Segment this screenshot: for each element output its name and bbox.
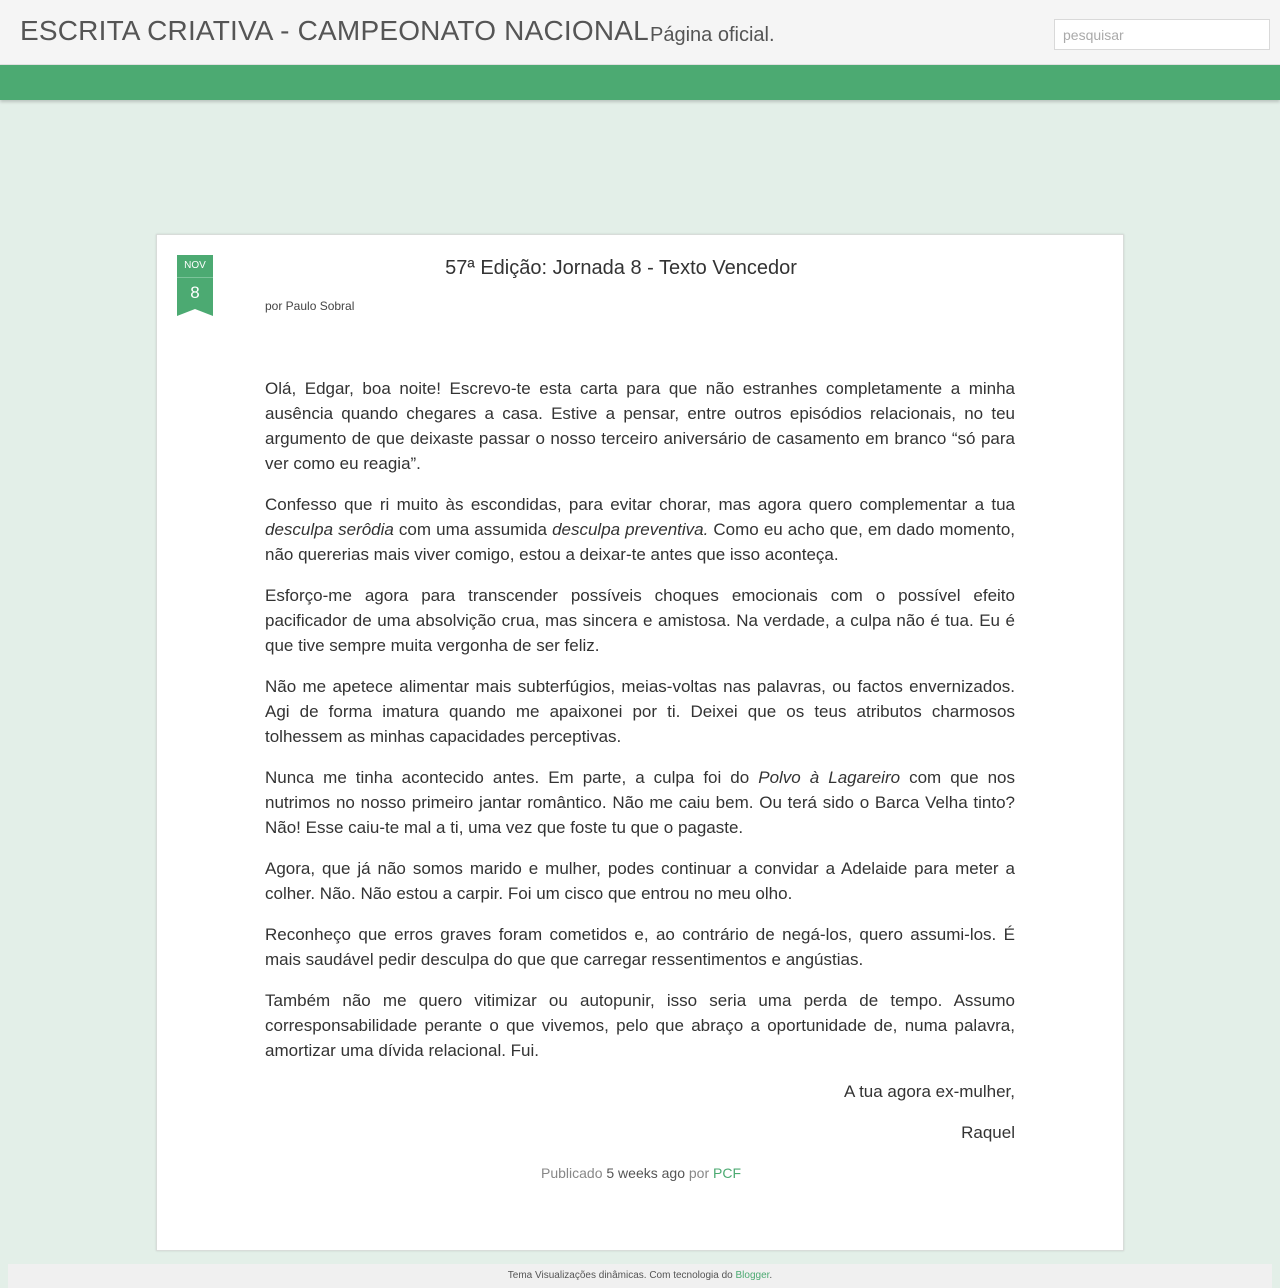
- post-paragraph: [265, 376, 1015, 476]
- post-signature: Raquel: [961, 1123, 1015, 1142]
- post-body: [265, 376, 1015, 1161]
- paragraph-text: Nunca me tinha acontecido antes. Em parte, a culpa foi do: [265, 768, 759, 787]
- paragraph-text: Agora, que já não somos marido e mulher, podes continuar a convidar a Adelaide para meter a colher. Não. Não estou a carpir. Foi um cisco que entrou no meu olho.: [265, 859, 1015, 903]
- paragraph-text: Como eu acho que, em dado momento, não quererias mais viver comigo, estou a deixar-te antes que isso aconteça.: [265, 520, 1015, 564]
- post-author-link[interactable]: PCF: [713, 1165, 741, 1181]
- paragraph-text: Reconheço que erros graves foram cometidos e, ao contrário de negá-los, quero assumi-los. É mais saudável pedir desculpa do que que carregar ressentimentos e angústias.: [265, 925, 1015, 969]
- paragraph-text: com uma assumida: [393, 520, 553, 539]
- paragraph-text: Confesso que ri muito às escondidas, para evitar chorar, mas agora quero complementar a tua: [265, 495, 1015, 514]
- post-title[interactable]: 57ª Edição: Jornada 8 - Texto Vencedor: [445, 257, 797, 279]
- post-paragraph: [265, 922, 1015, 972]
- blogger-link[interactable]: Blogger: [735, 1270, 770, 1281]
- paragraph-text: Também não me quero vitimizar ou autopunir, isso seria uma perda de tempo. Assumo corresponsabilidade perante o que vivemos, pelo que abraço a oportunidade de, numa palavra, amortizar uma dívida relacional. Fui.: [265, 991, 1015, 1060]
- post-paragraph: [265, 583, 1015, 658]
- post-paragraph: [265, 765, 1015, 840]
- theme-attribution: [8, 1264, 1272, 1288]
- italic-phrase: desculpa preventiva.: [552, 520, 709, 539]
- post-paragraph: [265, 856, 1015, 906]
- italic-phrase: Polvo à Lagareiro: [758, 768, 901, 787]
- paragraph-text: Olá, Edgar, boa noite! Escrevo-te esta carta para que não estranhes completamente a minha ausência quando chegares a casa. Estive a pensar, entre outros episódios relacionais, no teu argumento de que deixaste passar o nosso terceiro aniversário de casamento em branco “só para ver como eu reagia”.: [265, 379, 1015, 473]
- header-accent-bar: [0, 65, 1280, 100]
- post-paragraph: [265, 988, 1015, 1063]
- post-paragraph: [265, 492, 1015, 567]
- blog-description: Página oficial.: [650, 24, 775, 46]
- post-byline: por Paulo Sobral: [265, 299, 355, 313]
- post-paragraph: [265, 674, 1015, 749]
- search-input[interactable]: [1054, 19, 1270, 50]
- paragraph-text: Não me apetece alimentar mais subterfúgios, meias-voltas nas palavras, ou factos envernizados. Agi de forma imatura quando me apaixonei por ti. Deixei que os teus atributos charmosos tolhessem as minhas capacidades perceptivas.: [265, 677, 1015, 746]
- date-day: 8: [177, 277, 213, 309]
- attribution-suffix: .: [769, 1270, 773, 1281]
- post-footer: [157, 1165, 1125, 1181]
- blog-header: [0, 0, 1280, 65]
- published-time-link[interactable]: 5 weeks ago: [606, 1165, 685, 1181]
- date-month: NOV: [177, 255, 213, 277]
- attribution-text: Tema Visualizações dinâmicas. Com tecnologia do: [507, 1270, 733, 1281]
- date-ribbon-tail: [177, 309, 213, 316]
- by-label: por: [688, 1165, 710, 1181]
- italic-phrase: desculpa serôdia: [265, 520, 394, 539]
- post-card: [156, 234, 1124, 1251]
- published-label: Publicado: [540, 1165, 603, 1181]
- paragraph-text: Esforço-me agora para transcender possíveis choques emocionais com o possível efeito pacificador de uma absolvição crua, mas sincera e amistosa. Na verdade, a culpa não é tua. Eu é que tive sempre muita vergonha de ser feliz.: [265, 586, 1015, 655]
- blog-title[interactable]: ESCRITA CRIATIVA - CAMPEONATO NACIONAL: [20, 15, 649, 46]
- post-closing: A tua agora ex-mulher,: [843, 1082, 1015, 1101]
- paragraph-text: com que nos nutrimos no nosso primeiro jantar romântico. Não me caiu bem. Ou terá sido o Barca Velha tinto? Não! Esse caiu-te mal a ti, uma vez que foste tu que o pagaste.: [265, 768, 1016, 837]
